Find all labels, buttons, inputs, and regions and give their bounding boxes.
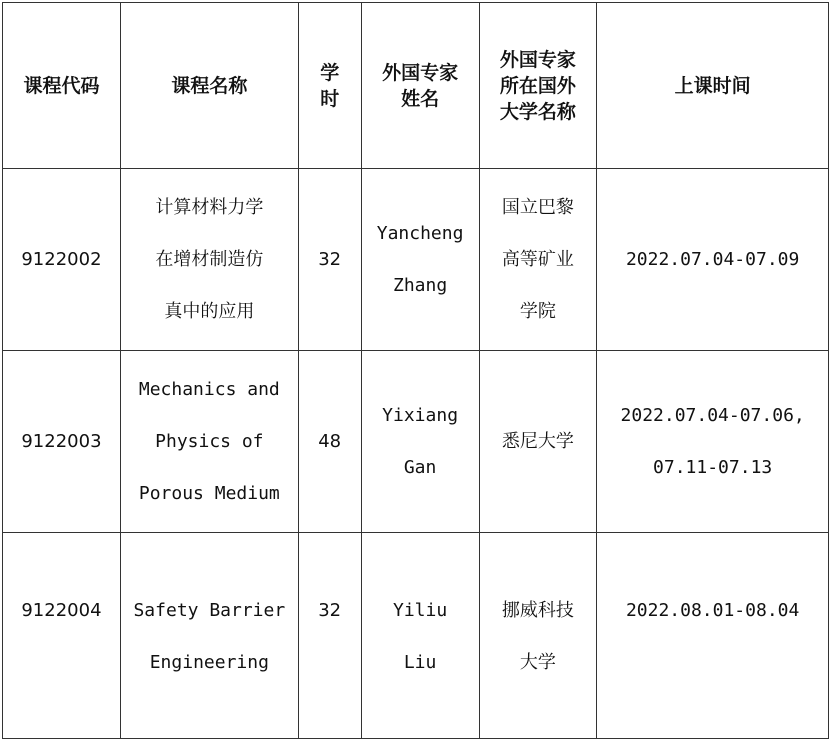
cell-text-line: 高等矿业 xyxy=(501,248,574,270)
cell-expert-name xyxy=(361,533,479,739)
cell-text-line: 国立巴黎 xyxy=(501,196,574,218)
cell-text-line: 真中的应用 xyxy=(164,300,255,322)
cell-course-code xyxy=(3,169,121,351)
cell-text-line: 48 xyxy=(318,430,342,452)
cell-text-line: 大学 xyxy=(519,652,556,673)
cell-text-line: Porous Medium xyxy=(138,482,280,504)
cell-text-line: Physics of xyxy=(155,430,264,452)
cell-text-line: 2022.08.01-08.04 xyxy=(625,600,800,621)
table-row xyxy=(3,169,829,351)
cell-class-time xyxy=(597,351,829,533)
cell-university xyxy=(479,169,597,351)
cell-text-line: Safety Barrier xyxy=(133,600,286,621)
header-cell-expert xyxy=(361,3,479,169)
course-table-wrapper xyxy=(2,2,829,739)
header-cell-hours xyxy=(298,3,361,169)
cell-class-time xyxy=(597,533,829,739)
cell-course-name xyxy=(120,351,298,533)
cell-hours xyxy=(298,351,361,533)
cell-hours xyxy=(298,169,361,351)
cell-text-line: 所在国外 xyxy=(499,74,576,97)
cell-university xyxy=(479,351,597,533)
cell-text-line: 32 xyxy=(318,248,342,270)
cell-expert-name xyxy=(361,169,479,351)
cell-text-line: 悉尼大学 xyxy=(501,430,574,452)
cell-text-line: 2022.07.04-07.09 xyxy=(625,248,800,270)
cell-text-line: 07.11-07.13 xyxy=(653,456,773,478)
cell-text-line: 2022.07.04-07.06, xyxy=(620,404,805,426)
table-header-row xyxy=(3,3,829,169)
cell-text-line: 9122003 xyxy=(21,430,102,452)
cell-hours xyxy=(298,533,361,739)
cell-text-line: 在增材制造仿 xyxy=(155,248,264,270)
cell-text-line: Engineering xyxy=(149,652,269,673)
cell-text-line: Yixiang xyxy=(382,404,459,426)
cell-text-line: 9122004 xyxy=(21,600,102,621)
cell-text-line: 时 xyxy=(320,87,340,110)
cell-text-line: Mechanics and xyxy=(138,378,280,400)
cell-text-line: 挪威科技 xyxy=(501,600,574,621)
cell-text-line: Yiliu xyxy=(393,600,448,621)
cell-text-line: 32 xyxy=(318,600,342,621)
cell-text-line: 外国专家 xyxy=(382,61,459,84)
cell-class-time xyxy=(597,169,829,351)
cell-text-line: Zhang xyxy=(393,274,448,296)
cell-university xyxy=(479,533,597,739)
header-cell-code xyxy=(3,3,121,169)
header-cell-name xyxy=(120,3,298,169)
cell-text-line: 上课时间 xyxy=(674,74,751,97)
cell-text-line: 9122002 xyxy=(21,248,102,270)
cell-course-code xyxy=(3,533,121,739)
cell-text-line: 课程代码 xyxy=(23,74,100,97)
cell-text-line: 课程名称 xyxy=(171,74,248,97)
cell-text-line: 姓名 xyxy=(401,87,440,110)
cell-expert-name xyxy=(361,351,479,533)
cell-text-line: Liu xyxy=(403,652,437,673)
course-table xyxy=(2,2,829,739)
cell-course-name xyxy=(120,169,298,351)
cell-text-line: Gan xyxy=(403,456,437,478)
header-cell-time xyxy=(597,3,829,169)
cell-text-line: 计算材料力学 xyxy=(155,196,264,218)
table-row xyxy=(3,351,829,533)
cell-text-line: 学院 xyxy=(519,300,556,322)
cell-text-line: 大学名称 xyxy=(499,100,576,123)
table-row xyxy=(3,533,829,739)
cell-course-name xyxy=(120,533,298,739)
header-cell-university xyxy=(479,3,597,169)
cell-text-line: 外国专家 xyxy=(499,48,576,71)
cell-text-line: 学 xyxy=(320,61,340,84)
cell-text-line: Yancheng xyxy=(376,222,464,244)
cell-course-code xyxy=(3,351,121,533)
